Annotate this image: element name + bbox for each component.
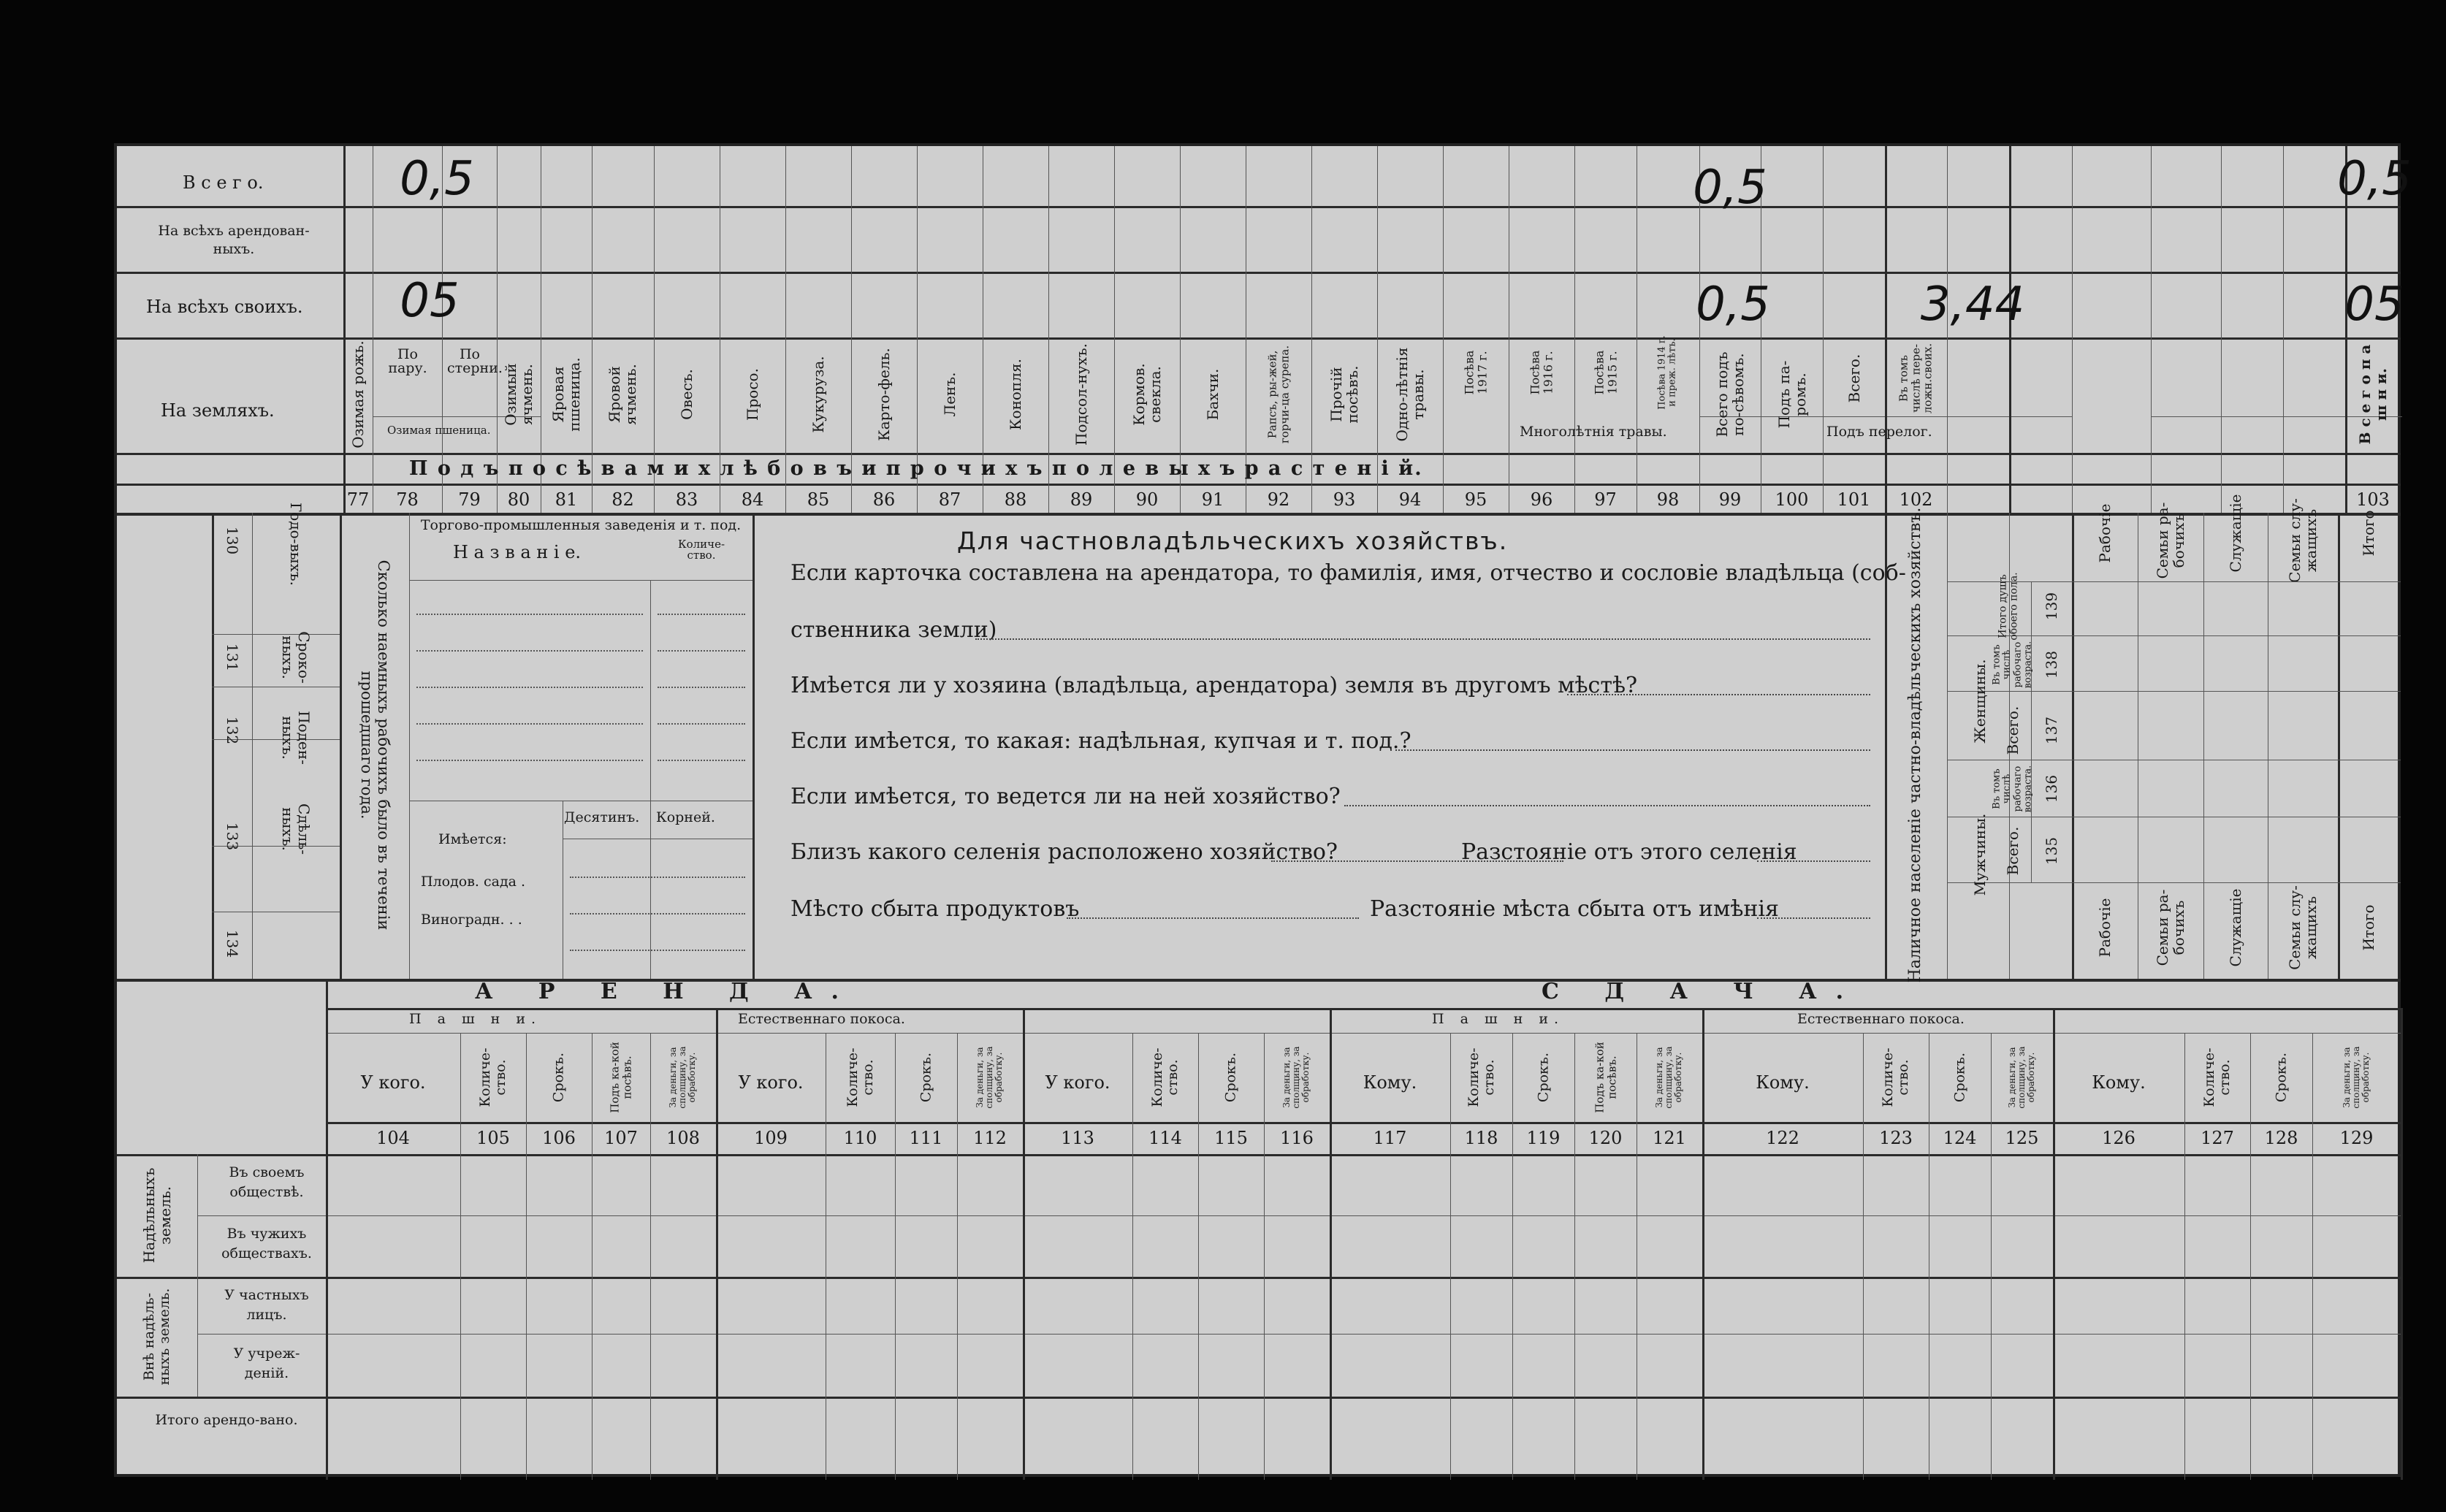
hw-vsego-78: 0,5: [400, 152, 474, 206]
col-header-kolvo: Количе-ство.: [1465, 1047, 1497, 1107]
col-77: Озимая рожь.: [349, 340, 367, 448]
semi-rab-bot: Семьи ра-бочихъ: [2154, 889, 2187, 966]
col-number: 98: [1656, 489, 1680, 510]
col-number: 114: [1148, 1128, 1182, 1148]
semi-sluzh-bot: Семьи слу-жащихъ: [2286, 885, 2320, 970]
col-number: 105: [476, 1128, 510, 1148]
q1b: ственника земли): [790, 617, 997, 643]
q6b: Разстояніе мѣста сбыта отъ имѣнія: [1370, 896, 1779, 922]
col-header-kolvo: Количе-ство.: [844, 1047, 876, 1107]
col-number: 119: [1526, 1128, 1561, 1148]
col-93: Прочій посѣвъ.: [1327, 365, 1361, 424]
col-header-srok: Срокъ.: [1951, 1052, 1968, 1103]
hw-svoih-78: 05: [400, 274, 460, 328]
col-95: Посѣва 1917 г.: [1462, 350, 1489, 395]
col-header-komu: Кому.: [2092, 1072, 2146, 1093]
col-number: 108: [666, 1128, 700, 1148]
col-number: 120: [1588, 1128, 1623, 1148]
col-header-komu: Кому.: [1756, 1072, 1810, 1093]
sluzh-bot: Служащіе: [2227, 888, 2244, 967]
col-header-u_kogo: У кого.: [360, 1072, 426, 1093]
col-header-pod_posev: Подъ ка-кой посѣвъ.: [608, 1042, 633, 1113]
census-card: [114, 143, 2412, 1477]
col-number: 113: [1061, 1128, 1094, 1148]
col-number: 82: [612, 489, 634, 510]
col-90: Кормов. свекла.: [1130, 363, 1164, 426]
col-96: Посѣва 1916 г.: [1528, 350, 1555, 395]
korney: Корней.: [656, 809, 715, 825]
col-79: По стерни.: [447, 346, 503, 376]
col-86: Карто-фель.: [875, 348, 893, 441]
col-number: 96: [1530, 489, 1553, 510]
nenadel-label: Внѣ надѣль-ныхъ земель.: [141, 1288, 172, 1386]
col-number: 95: [1464, 489, 1487, 510]
m-v-tom: Въ томъ числѣ рабочаго возраста.: [1991, 765, 2034, 813]
sluzh-top: Служащіе: [2227, 494, 2244, 573]
col-number: 128: [2264, 1128, 2298, 1148]
col-number: 115: [1214, 1128, 1248, 1148]
arenda-title: А Р Е Н Д А.: [475, 979, 858, 1004]
col-number: 97: [1594, 489, 1617, 510]
zhenshchiny: Женщины.: [1971, 659, 1989, 744]
col-99: Всего подъ по-сѣвомъ.: [1713, 351, 1747, 438]
col-header-za_dengi: За деньги, за сполщину, за обработку.: [975, 1046, 1005, 1109]
num-131: 131: [224, 643, 241, 672]
num-130: 130: [224, 526, 241, 555]
col-80: Озимый ячмень.: [502, 363, 536, 426]
col-header-za_dengi: За деньги, за сполщину, за обработку.: [2006, 1046, 2037, 1109]
col-78: По пару.: [388, 346, 427, 376]
num-136: 136: [2043, 774, 2060, 803]
godovyh: Годо-выхъ.: [287, 503, 305, 586]
num-139: 139: [2043, 592, 2060, 621]
itogo-dush: Итого душъ обоего пола.: [1997, 572, 2020, 641]
col-header-za_dengi: За деньги, за сполщину, за обработку.: [1654, 1046, 1684, 1109]
col-header-srok: Срокъ.: [1222, 1052, 1239, 1103]
col-97: Посѣва 1915 г.: [1592, 350, 1619, 395]
col-number: 104: [376, 1128, 410, 1148]
col-89: Подсол-нухъ.: [1072, 343, 1090, 446]
col-100: Подъ па-ромъ.: [1775, 360, 1809, 429]
col-number: 112: [973, 1128, 1007, 1148]
private-title: Для частновладѣльческихъ хозяйствъ.: [957, 527, 1509, 555]
q3: Если имѣется, то какая: надѣльная, купчая и т. под.?: [790, 728, 1411, 754]
col-header-kolvo: Количе-ство.: [1880, 1047, 1911, 1107]
zh-v-tom: Въ томъ числѣ рабочаго возраста.: [1991, 641, 2034, 689]
col-number: 126: [2102, 1128, 2136, 1148]
num-138: 138: [2043, 650, 2060, 679]
col-number: 103: [2356, 489, 2390, 510]
num-133: 133: [224, 822, 241, 851]
col-number: 92: [1267, 489, 1290, 510]
col-number: 106: [542, 1128, 576, 1148]
itogo-bot: Итого: [2360, 904, 2377, 951]
col-header-za_dengi: За деньги, за сполщину, за обработку.: [2341, 1046, 2371, 1109]
col-number: 78: [396, 489, 419, 510]
col-number: 121: [1653, 1128, 1686, 1148]
col-number: 127: [2201, 1128, 2234, 1148]
col-number: 110: [843, 1128, 877, 1148]
sdacha-pashni: П а ш н и.: [1432, 1011, 1565, 1027]
col-header-pod_posev: Подъ ка-кой посѣвъ.: [1593, 1042, 1618, 1113]
arenda-pashni: П а ш н и.: [409, 1011, 542, 1027]
hw-svoih-101: 3,44: [1920, 278, 2025, 332]
col-header-srok: Срокъ.: [2273, 1052, 2290, 1103]
desyatin: Десятинъ.: [564, 809, 640, 825]
num-135: 135: [2043, 836, 2060, 866]
hw-svoih-99: 0,5: [1696, 278, 1770, 332]
col-94: Одно-лѣтнія травы.: [1393, 347, 1427, 442]
nadel-label: Надѣльныхъ земель.: [140, 1167, 174, 1264]
q6a: Мѣсто сбыта продуктовъ: [790, 896, 1080, 922]
col-number: 122: [1766, 1128, 1799, 1148]
q4: Если имѣется, то ведется ли на ней хозяйство?: [790, 784, 1341, 809]
q1a: Если карточка составлена на арендатора, то фамилія, имя, отчество и сословіе владѣльца (соб-: [790, 560, 1906, 586]
col-81: Яровая пшеница.: [549, 357, 583, 432]
hw-vsego-103: 0,5: [2337, 152, 2412, 206]
col-number: 111: [909, 1128, 943, 1148]
col-number: 118: [1464, 1128, 1498, 1148]
rabochie-top: Рабочіе: [2096, 503, 2114, 563]
col-header-kolvo: Количе-ство.: [2201, 1047, 2233, 1107]
col-header-za_dengi: За деньги, за сполщину, за обработку.: [668, 1046, 698, 1109]
col-number: 109: [754, 1128, 788, 1148]
trade-title: Торгово-промышленныя заведенія и т. под.: [420, 517, 742, 533]
col-ozim-psh: Озимая пшеница.: [387, 424, 491, 437]
col-98: Посѣва 1914 г. и преж. лѣтъ.: [1656, 335, 1678, 410]
q5b: Разстояніе отъ этого селенія: [1461, 839, 1797, 865]
arenda-pokos: Естественнаго покоса.: [738, 1011, 905, 1027]
col-85: Кукуруза.: [809, 356, 827, 433]
col-87: Ленъ.: [941, 372, 959, 417]
workers-title: Сколько наемныхъ рабочихъ было въ теченіи прошедшаго года.: [358, 560, 393, 931]
semi-rab-top: Семьи ра-бочихъ: [2154, 502, 2187, 579]
plod-sad: Плодов. сада .: [421, 874, 526, 890]
perelog-label: Подъ перелог.: [1826, 424, 1932, 440]
vinograd: Виноградн. . .: [421, 912, 522, 928]
col-number: 80: [507, 489, 530, 510]
col-number: 117: [1373, 1128, 1407, 1148]
trade-kolvo: Количе-ство.: [677, 538, 725, 562]
col-number: 90: [1135, 489, 1159, 510]
itogo-top: Итого: [2360, 510, 2377, 557]
sown-banner: П о д ъ п о с ѣ в а м и х л ѣ б о в ъ и п р о ч и х ъ п о л е в ы х ъ р а с т е н і й.: [409, 457, 1423, 480]
num-132: 132: [224, 716, 241, 745]
sdelnyh: Сдѣль-ныхъ.: [279, 803, 313, 855]
col-number: 123: [1879, 1128, 1913, 1148]
col-number: 116: [1280, 1128, 1314, 1148]
semi-sluzh-top: Семьи слу-жащихъ: [2286, 498, 2320, 583]
sdacha-title: С Д А Ч А.: [1542, 979, 1863, 1004]
col-number: 84: [741, 489, 764, 510]
col-83: Овесъ.: [678, 369, 696, 420]
hw-svoih-103: 05: [2344, 278, 2404, 332]
zh-vsego: Всего.: [2004, 706, 2022, 755]
col-header-srok: Срокъ.: [550, 1052, 567, 1103]
imeetsya: Имѣется:: [438, 831, 507, 847]
hw-vsego-99: 0,5: [1693, 161, 1767, 215]
muzhchiny: Мужчины.: [1971, 813, 1989, 896]
col-number: 89: [1070, 489, 1093, 510]
col-header-srok: Срокъ.: [1535, 1052, 1552, 1103]
row-vsego: В с е г о.: [183, 172, 264, 193]
q5a: Близъ какого селенія расположено хозяйство?: [790, 839, 1338, 865]
num-137: 137: [2043, 716, 2060, 745]
col-number: 102: [1899, 489, 1933, 510]
col-84: Просо.: [744, 368, 761, 421]
col-header-u_kogo: У кого.: [1045, 1072, 1110, 1093]
col-header-za_dengi: За деньги, за сполщину, за обработку.: [1281, 1046, 1311, 1109]
v-chuzh: Въ чужихъ обществахъ.: [221, 1226, 312, 1261]
col-101: Всего.: [1845, 354, 1863, 403]
trade-nazvanie: Н а з в а н і е.: [453, 542, 582, 562]
col-number: 81: [555, 489, 578, 510]
srochnyh: Сроко-ныхъ.: [279, 631, 313, 684]
col-number: 88: [1004, 489, 1027, 510]
itogo-arend: Итого арендо-вано.: [155, 1412, 298, 1428]
col-number: 101: [1837, 489, 1871, 510]
m-vsego: Всего.: [2004, 826, 2022, 876]
col-103: В с е г о п а ш н и.: [2356, 344, 2390, 445]
mnog-label: Многолѣтнія травы.: [1520, 424, 1667, 440]
col-number: 94: [1398, 489, 1422, 510]
col-number: 77: [346, 489, 370, 510]
pop-title: Наличное населеніе частно-владѣльческихъ хозяйствъ.: [1905, 507, 1924, 983]
col-number: 125: [2005, 1128, 2039, 1148]
col-number: 79: [458, 489, 481, 510]
sdacha-pokos: Естественнаго покоса.: [1797, 1011, 1965, 1027]
v-svoem: Въ своемъ обществѣ.: [229, 1164, 305, 1200]
col-number: 93: [1333, 489, 1356, 510]
col-102: Въ томъ числѣ пере-ложн.своих.: [1897, 343, 1935, 414]
col-88: Конопля.: [1007, 359, 1024, 430]
col-92: Рапсъ, ры-жей, горчи-ца сурепа.: [1265, 345, 1291, 444]
col-number: 83: [675, 489, 698, 510]
col-number: 85: [807, 489, 830, 510]
col-number: 107: [604, 1128, 638, 1148]
col-91: Бахчи.: [1204, 368, 1222, 421]
col-number: 124: [1943, 1128, 1977, 1148]
u-uchr: У учреж-деній.: [233, 1345, 300, 1381]
row-arend: На всѣхъ арендован-ныхъ.: [158, 223, 310, 257]
row-svoih: На всѣхъ своихъ.: [146, 297, 303, 317]
q2: Имѣется ли у хозяина (владѣльца, арендатора) земля въ другомъ мѣстѣ?: [790, 673, 1638, 698]
col-number: 99: [1718, 489, 1742, 510]
row-na-zemlyah: На земляхъ.: [161, 400, 275, 421]
u-chast: У частныхъ лицъ.: [224, 1287, 309, 1323]
col-number: 87: [938, 489, 961, 510]
col-header-u_kogo: У кого.: [738, 1072, 804, 1093]
col-header-kolvo: Количе-ство.: [1149, 1047, 1181, 1107]
num-134: 134: [224, 929, 241, 958]
podennyh: Поден-ныхъ.: [279, 711, 313, 765]
col-number: 91: [1201, 489, 1224, 510]
col-82: Яровой ячмень.: [606, 364, 639, 425]
col-header-kolvo: Количе-ство.: [477, 1047, 508, 1107]
col-number: 86: [872, 489, 896, 510]
rabochie-bot: Рабочіе: [2096, 898, 2114, 958]
col-header-komu: Кому.: [1363, 1072, 1417, 1093]
col-number: 129: [2339, 1128, 2374, 1148]
col-number: 100: [1775, 489, 1809, 510]
col-header-srok: Срокъ.: [918, 1052, 934, 1103]
